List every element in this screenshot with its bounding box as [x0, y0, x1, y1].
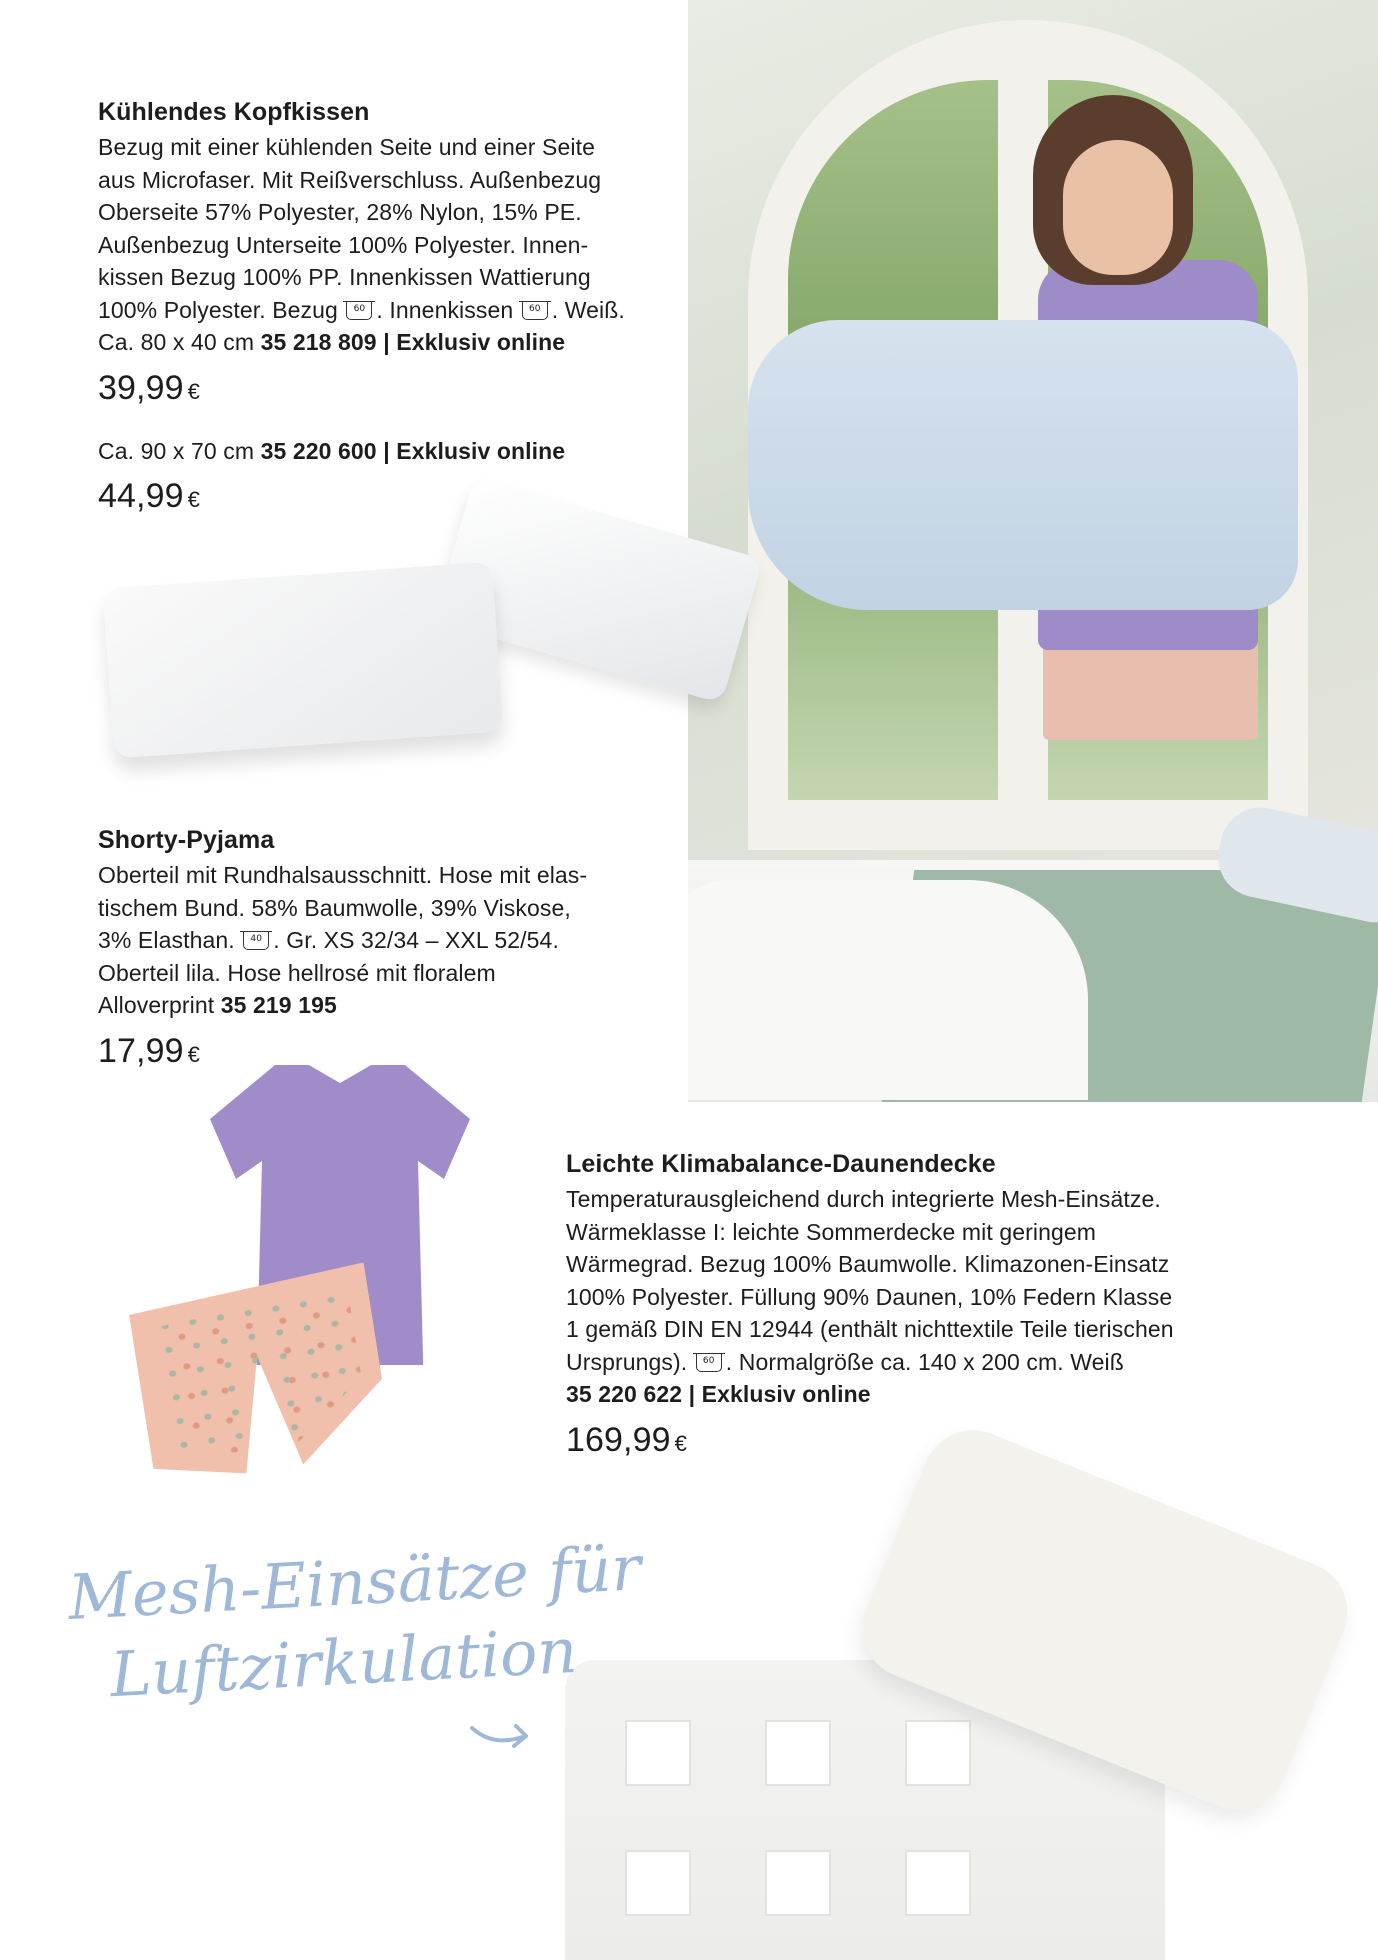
- pillow-size-line: Ca. 80 x 40 cm 35 218 809 | Exklusiv online: [98, 329, 566, 355]
- person-face: [1063, 140, 1173, 275]
- article-number: 35 218 809: [260, 329, 377, 355]
- exclusive-label: Exklusiv online: [396, 437, 566, 464]
- duvet-price: 169,99 €: [566, 1420, 687, 1459]
- exclusive-label: Exklusiv online: [701, 1381, 871, 1407]
- pillow-title: Kühlendes Kopfkissen: [98, 98, 370, 126]
- article-number: 35 220 600: [260, 437, 377, 464]
- article-number: 35 220 622: [566, 1381, 683, 1407]
- pillow-desc-line: kissen Bezug 100% PP. Innenkissen Wattierung: [98, 264, 591, 290]
- pillow-price: 39,99 €: [98, 368, 200, 407]
- pillow-size-line: Ca. 90 x 70 cm 35 220 600 | Exklusiv online: [98, 437, 566, 464]
- duvet-desc-line: 100% Polyester. Füllung 90% Daunen, 10% Federn Klasse: [566, 1283, 1173, 1310]
- callout-line-2: Luftzirkulation: [108, 1613, 579, 1712]
- duvet-product: [566, 1147, 1174, 1467]
- duvet-desc-line: Temperaturausgleichend durch integrierte Mesh-Einsätze.: [566, 1186, 1161, 1212]
- pyjama-desc-line: Alloverprint 35 219 195: [98, 992, 337, 1018]
- pillow-price: 44,99 €: [98, 477, 200, 515]
- article-number: 35 219 195: [220, 992, 337, 1018]
- duvet-desc-line: Wärmeklasse I: leichte Sommerdecke mit geringem: [566, 1218, 1097, 1245]
- pyjama-desc-line: Oberteil lila. Hose hellrosé mit floralem: [98, 959, 496, 986]
- white-duvet: [688, 880, 1088, 1100]
- lifestyle-photo: [688, 0, 1378, 1102]
- pillow-desc-line: Oberseite 57% Polyester, 28% Nylon, 15% PE.: [98, 199, 582, 225]
- pyjama-desc-line: 3% Elasthan. 40 . Gr. XS 32/34 – XXL 52/54.: [98, 927, 559, 953]
- duvet-title: Leichte Klimabalance-Daunendecke: [566, 1150, 996, 1178]
- pillow-desc-line: aus Microfaser. Mit Reißverschluss. Außenbezug: [98, 166, 602, 193]
- pyjama-desc-line: Oberteil mit Rundhalsausschnitt. Hose mit elas-: [98, 862, 588, 888]
- wash-60-icon: 60: [696, 1354, 722, 1372]
- pillow-desc-line: 100% Polyester. Bezug 60 . Innenkissen 60 . Weiß.: [98, 296, 625, 323]
- pillow-product: [98, 95, 625, 523]
- duvet-desc-line: Wärmegrad. Bezug 100% Baumwolle. Klimazonen-Einsatz: [566, 1251, 1170, 1277]
- duvet-desc-line: Ursprungs). 60 . Normalgröße ca. 140 x 200 cm. Weiß: [566, 1348, 1124, 1375]
- pyjama-title: Shorty-Pyjama: [98, 826, 275, 854]
- duvet-article-line: 35 220 622 | Exklusiv online: [566, 1381, 871, 1407]
- wash-40-icon: 40: [243, 932, 269, 950]
- callout-line-1: Mesh-Einsätze für: [66, 1531, 643, 1634]
- arrow-right-icon: [470, 1720, 530, 1750]
- pyjama-price: 17,99 €: [98, 1031, 200, 1070]
- pyjama-desc-line: tischem Bund. 58% Baumwolle, 39% Viskose,: [98, 894, 571, 921]
- pillow-desc-line: Außenbezug Unterseite 100% Polyester. Innen-: [98, 231, 589, 258]
- wash-60-icon: 60: [346, 302, 372, 320]
- pillow-image: [103, 562, 504, 759]
- exclusive-label: Exklusiv online: [396, 329, 566, 355]
- wash-60-icon: 60: [522, 302, 548, 320]
- folded-duvet: [748, 320, 1298, 610]
- pillow-desc-line: Bezug mit einer kühlenden Seite und einer Seite: [98, 134, 595, 160]
- pyjama-product: [98, 823, 587, 1078]
- duvet-desc-line: 1 gemäß DIN EN 12944 (enthält nichttextile Teile tierischen: [566, 1316, 1174, 1342]
